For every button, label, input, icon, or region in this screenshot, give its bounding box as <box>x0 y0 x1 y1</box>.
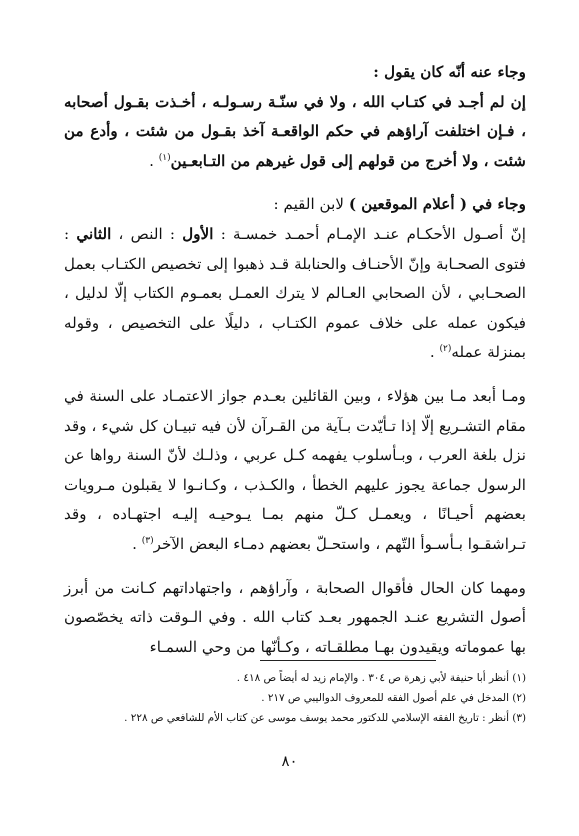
paragraph-1-quote <box>64 88 526 177</box>
paragraph-3 <box>64 382 526 560</box>
sentence-end: . <box>149 151 159 170</box>
quote-text: إن لم أجـد في كتـاب الله ، ولا في سنّـة رسـولـه ، أخـذت بقـول أصحابه ، فـإن اختلفت آراؤهم في حكم الواقعـة آخذ بقـول من شئت ، وأدع من شئت ، ولا أخرج من قولهم إلى قول غيرهم من التـابعـين <box>64 92 526 170</box>
footnote-1: (١) أنظر أبا حنيفة لأبي زهرة ص ٣٠٤ . والإمام زيد له أيضاً ص ٤١٨ . <box>236 672 526 684</box>
footnote-ref-3[interactable]: (٣) <box>141 535 154 546</box>
sentence-end: . <box>429 343 440 362</box>
text-part-2: : النص ، <box>111 224 183 243</box>
page-number: ٨٠ <box>281 752 298 770</box>
paragraph-2 <box>64 220 526 368</box>
paragraph-4-text: ومهما كان الحال فأقوال الصحابة ، وآراؤهم ، واجتهاداتهم كـانت من أبرز أصول التشريع عنـد الجمهور بعـد كتاب الله . وفي الـوقت ذاته يخصّصون بها عموماته ويقيدون بهـا مطلقـاته ، وكـأنّها من وحي السمـاء <box>64 578 526 656</box>
footnote-3: (٣) أنظر : تاريخ الفقه الإسلامي للدكتور محمد يوسف موسى عن كتاب الأم للشافعي ص ٢٢٨ . <box>124 712 526 724</box>
footnote-2: (٢) المدخل في علم أصول الفقه للمعروف الدواليبي ص ٢١٧ . <box>261 692 526 704</box>
intro-bold: وجاء في ( أعلام الموقعين ) <box>348 195 526 214</box>
footnote-ref-2[interactable]: (٢) <box>439 344 452 355</box>
intro-rest: لابن القيم : <box>273 195 349 214</box>
text-part-1: إنّ أصـول الأحكـام عنـد الإمـام أحمـد خمسـة : <box>213 224 526 243</box>
intro-text: وجاء عنه أنّه كان يقول : <box>373 63 526 81</box>
main-text <box>64 58 526 662</box>
footnote-ref-1[interactable]: (١) <box>158 152 171 163</box>
sentence-end: . <box>132 534 142 553</box>
footnotes <box>64 668 526 728</box>
text-part-3: : فتوى الصحـابة وإنّ الأحنـاف والحنابلة قـد ذهبوا إلى تخصيص الكتـاب بعمل الصحـابي ، لأن الصحابي العـالم لا يترك العمـل بعمـوم الكتاب إلّا لدليل ، فيكون عمله على خلاف عموم الكتـاب ، دليلًا على التخصيص ، وقوله بمنزلة عمله <box>64 224 526 362</box>
first-label: الأول <box>182 224 214 243</box>
paragraph-4 <box>64 574 526 663</box>
paragraph-1-intro <box>64 58 526 88</box>
paragraph-3-text: ومـا أبعد مـا بين هؤلاء ، وبين القائلين بعـدم جواز الاعتمـاد على السنة في مقام التشـريع إلّا إذا تـأيّدت بـآية من القـرآن لأن فيه تبيـان كل شيء ، وقد نزل بلغة العرب ، وبـأسلوب يفهمه كـل عربي ، وذلـك لأنّ السنة رواها عن الرسول جماعة يجوز عليهم الخطأ ، والكـذب ، وكـانـوا لا يقبلون مـرويات بعضهم أحيـانًا ، ويعمـل كـلّ منهم بمـا يـوحيـه إليـه اجتهـاده ، وقد تـراشقـوا بـأسـوأ التّهم ، واستحـلّ بعضهم دمـاء البعض الآخر <box>64 386 526 553</box>
footnote-divider <box>260 660 436 661</box>
paragraph-2-intro <box>64 190 526 220</box>
second-label: الثاني <box>76 224 112 243</box>
